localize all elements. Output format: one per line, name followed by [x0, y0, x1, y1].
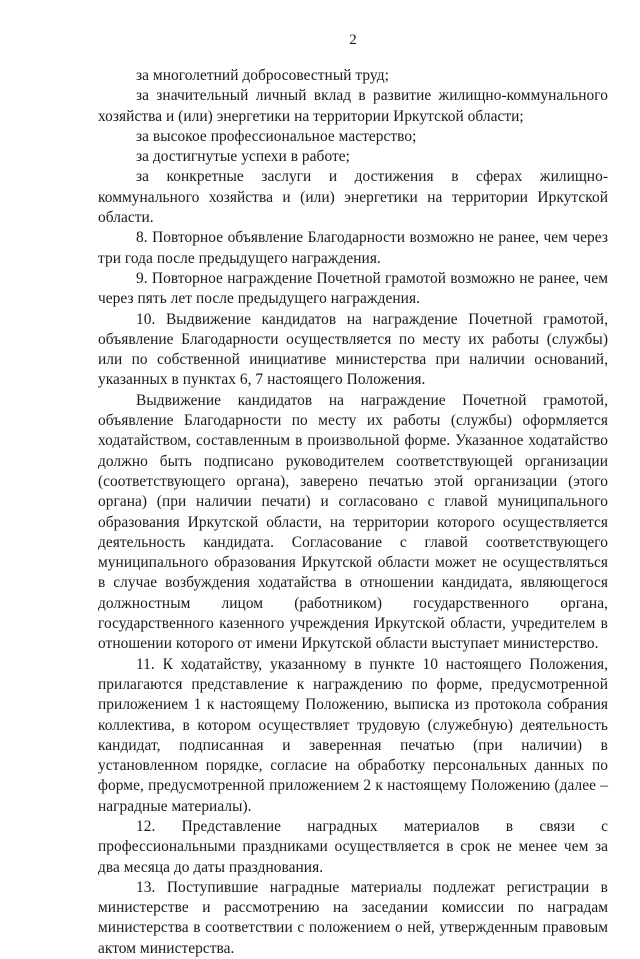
paragraph-clause-10: 10. Выдвижение кандидатов на награждение Почетной грамотой, объявление Благодарности осуществляется по месту их работы (службы) или по собственной инициативе министерства при наличии оснований, указанных в пунктах 6, 7 настоящего Положения. — [98, 310, 608, 389]
paragraph-clause-12: 12. Представление наградных материалов в связи с профессиональными праздниками осуществляется в срок не менее чем за два месяца до даты празднования. — [98, 817, 608, 876]
paragraph-merit-mastery: за высокое профессиональное мастерство; — [136, 127, 417, 145]
paragraph-clause-11: 11. К ходатайству, указанному в пункте 10 настоящего Положения, прилагаются представление к награждению по форме, предусмотренной приложением 1 к настоящему Положению, выписка из протокола собрания коллектива, в котором осуществляет трудовую (служебную) деятельность кандидат, подписанная и заверенная печатью (при наличии) в установленном порядке, согласие на обработку персональных данных по форме, предусмотренной приложением 2 к настоящему Положению (далее – наградные материалы). — [98, 655, 608, 815]
paragraph-merit-success: за достигнутые успехи в работе; — [136, 148, 350, 166]
paragraph-merit-long-service: за многолетний добросовестный труд; — [136, 67, 389, 84]
paragraph-clause-9: 9. Повторное награждение Почетной грамотой возможно не ранее, чем через пять лет после предыдущего награждения. — [98, 269, 608, 308]
document-page — [98, 30, 608, 959]
paragraph-merit-achievements: за конкретные заслуги и достижения в сферах жилищно-коммунального хозяйства и (или) энергетики на территории Иркутской области. — [98, 168, 608, 227]
paragraph-clause-8: 8. Повторное объявление Благодарности возможно не ранее, чем через три года после предыдущего награждения. — [98, 229, 608, 267]
paragraph-clause-13: 13. Поступившие наградные материалы подлежат регистрации в министерстве и рассмотрению на заседании комиссии по наградам министерства в соответствии с положением о ней, утвержденным правовым актом министерства. — [98, 878, 608, 957]
paragraph-merit-contribution: за значительный личный вклад в развитие жилищно-коммунального хозяйства и (или) энергетики на территории Иркутской области; — [98, 87, 608, 125]
paragraph-clause-10-petition: Выдвижение кандидатов на награждение Почетной грамотой, объявление Благодарности по месту их работы (службы) оформляется ходатайством, составленным в произвольной форме. Указанное ходатайство должно быть подписано руководителем соответствующей организации (соответствующего органа), заверено печатью этой организации (этого органа) (при наличии печати) и согласовано с главой муниципального образования Иркутской области, на территории которого осуществляется деятельность кандидата. Согласование с главой соответствующего муниципального образования Иркутской области может не осуществляться в случае возбуждения ходатайства в отношении кандидата, являющегося должностным лицом (работником) государственного органа, государственного казенного учреждения Иркутской области, учредителем в отношении которого от имени Иркутской области выступает министерство. — [98, 391, 608, 653]
page-number: 2 — [349, 32, 357, 48]
